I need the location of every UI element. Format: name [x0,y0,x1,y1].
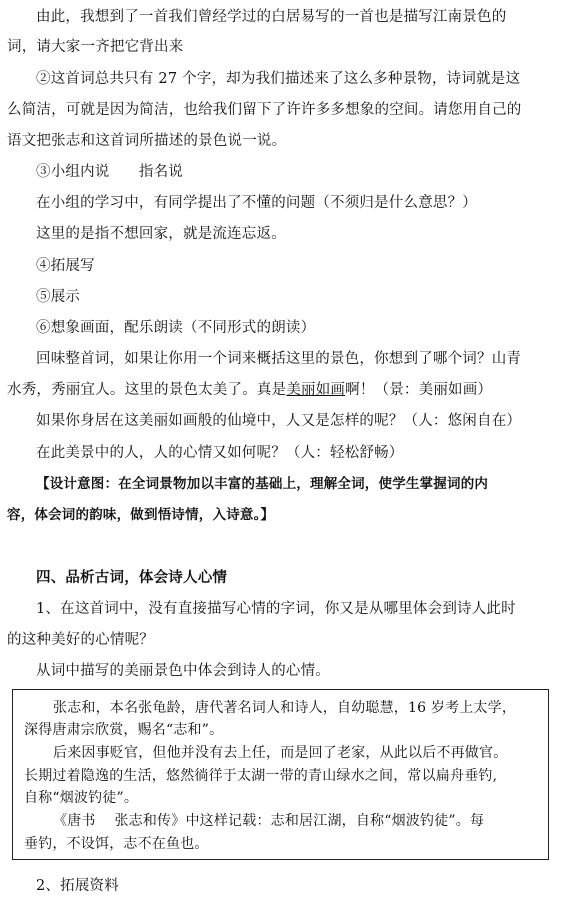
paragraph-line [7,380,492,400]
paragraph-line: ④拓展写 [36,258,95,274]
paragraph-line: 么简洁，可就是因为简洁，也给我们留下了许许多多想象的空间。请您用自己的 [7,102,522,118]
design-intent-line: 【设计意图：在全词景物加以丰富的基础上，理解全词，使学生掌握词的内 [36,476,489,492]
paragraph-line: 由此，我想到了一首我们曾经学过的白居易写的一首也是描写江南景色的 [36,9,507,25]
paragraph-line: 回味整首词，如果让你用一个词来概括这里的景色，你想到了哪个词？山青 [36,351,522,367]
box-line: 后来因事贬官，但他并没有去上任，而是回了老家，从此以后不再做官。 [53,745,508,761]
paragraph-line: 从词中描写的美丽景色中体会到诗人的心情。 [36,663,330,679]
paragraph-line: ⑤展示 [36,289,81,305]
box-line: 长期过着隐逸的生活，悠然徜徉于太湖一带的青山绿水之间，常以扁舟垂钓, [24,768,498,784]
text-span: 水秀，秀丽宜人。这里的景色太美了。真是 [7,382,287,398]
paragraph-line: 1、在这首词中，没有直接描写心情的字词，你又是从哪里体会到诗人此时 [36,601,516,617]
paragraph-line: 在小组的学习中，有同学提出了不懂的问题（不须归是什么意思？） [36,195,477,211]
box-line: 深得唐肃宗欣赏，赐名“志和”。 [24,722,224,738]
paragraph-line: 语文把张志和这首词所描述的景色说一说。 [7,133,287,149]
paragraph-line: 词，请大家一齐把它背出来 [7,39,184,55]
paragraph-line: 的这种美好的心情呢？ [7,632,154,648]
paragraph-line: 在此美景中的人，人的心情又如何呢？（人：轻松舒畅） [36,445,404,461]
paragraph-line: ②这首词总共只有 27 个字，却为我们描述来了这么多种景物，诗词就是这 [36,71,521,87]
box-line: 垂钓，不设饵，志不在鱼也。 [24,836,209,852]
paragraph-line: 如果你身居在这美丽如画般的仙境中，人又是怎样的呢？（人：悠闲自在） [36,413,522,429]
paragraph-line: ③小组内说 指名说 [36,164,183,180]
design-intent-line: 容，体会词的韵味，做到悟诗情，入诗意。】 [7,507,275,523]
paragraph-line: ⑥想象画面，配乐朗读（不同形式的朗读） [36,320,316,336]
paragraph-line: 2、拓展资料 [36,878,119,894]
paragraph-line: 这里的是指不想回家，就是流连忘返。 [36,226,286,242]
text-span: 啊！（景：美丽如画） [345,382,493,398]
box-line: 张志和，本名张龟龄，唐代著名词人和诗人，自幼聪慧，16 岁考上太学， [53,700,517,716]
underlined-phrase: 美丽如画 [286,382,346,398]
reference-box [12,689,549,860]
box-line: 自称“烟波钓徒”。 [24,790,139,806]
box-line: 《唐书 张志和传》中这样记载：志和居江湖，自称“烟波钓徒”。每 [53,813,485,829]
section-heading: 四、品析古词，体会诗人心情 [36,570,228,586]
